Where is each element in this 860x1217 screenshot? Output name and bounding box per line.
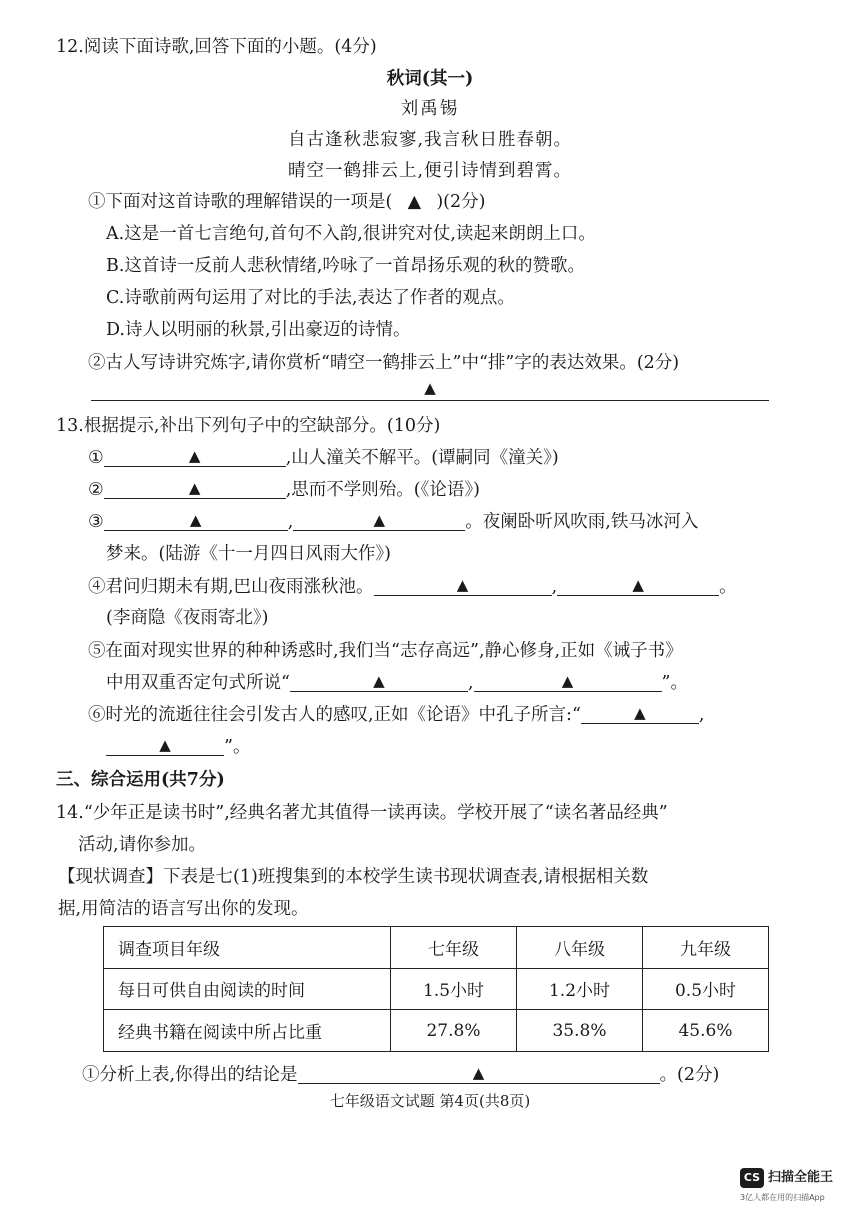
q13-item-3-cont: 梦来。(陆游《十一月四日风雨大作》) [106, 544, 391, 564]
fill-blank [290, 671, 468, 692]
answer-mark: ▲ [424, 379, 436, 397]
table-header-cell: 调查项目年级 [104, 927, 391, 969]
survey-intro-1: 【现状调查】下表是七(1)班搜集到的本校学生读书现状调查表,请根据相关数 [58, 867, 649, 887]
option-d: D.诗人以明丽的秋景,引出豪迈的诗情。 [106, 320, 411, 340]
q12-sub1-suffix: )(2分) [436, 192, 486, 212]
table-cell: 1.5小时 [391, 968, 517, 1010]
watermark-subtitle: 3亿人都在用的扫描App [740, 1193, 825, 1202]
option-a: A.这是一首七言绝句,首句不入韵,很讲究对仗,读起来朗朗上口。 [106, 224, 596, 244]
q13-heading: 13.根据提示,补出下列句子中的空缺部分。(10分) [56, 416, 441, 436]
punctuation: , [287, 512, 294, 532]
answer-mark: ▲ [373, 672, 385, 690]
fill-blank [104, 446, 286, 467]
q13-item-3 [88, 509, 698, 535]
option-c: C.诗歌前两句运用了对比的手法,表达了作者的观点。 [106, 288, 515, 308]
item-number: ③ [88, 512, 104, 532]
table-cell: 35.8% [517, 1010, 643, 1052]
answer-line [91, 378, 769, 401]
punctuation: ”。 [224, 737, 251, 757]
table-header-row [104, 927, 769, 969]
item-text: ,山人潼关不解平。(谭嗣同《潼关》) [285, 448, 559, 468]
watermark-name: 扫描全能王 [768, 1170, 834, 1185]
q13-item-4-cont: (李商隐《夜雨寄北》) [106, 608, 269, 628]
item-number: ① [88, 448, 104, 468]
answer-mark: ▲ [189, 511, 202, 529]
item-text: ①分析上表,你得出的结论是 [82, 1065, 298, 1085]
q13-item-5-cont [106, 670, 688, 696]
option-b: B.这首诗一反前人悲秋情绪,吟咏了一首昂扬乐观的秋的赞歌。 [106, 256, 585, 276]
q14-sub1 [82, 1062, 719, 1088]
answer-mark: ▲ [472, 1064, 485, 1082]
table-cell: 经典书籍在阅读中所占比重 [104, 1010, 391, 1052]
q13-item-4 [88, 574, 737, 600]
q14-line-1: 14.“少年正是读书时”,经典名著尤其值得一读再读。学校开展了“读名著品经典” [56, 803, 668, 823]
table-cell: 每日可供自由阅读的时间 [104, 968, 391, 1010]
table-header-cell: 七年级 [391, 927, 517, 969]
table-cell: 27.8% [391, 1010, 517, 1052]
table-cell: 45.6% [643, 1010, 769, 1052]
table-cell: 0.5小时 [643, 968, 769, 1010]
q13-item-6 [88, 702, 704, 728]
punctuation: , [467, 673, 474, 693]
fill-blank [106, 735, 224, 756]
answer-mark: ▲ [634, 704, 646, 722]
q13-item-6-cont [106, 734, 250, 760]
q14-line-2: 活动,请你参加。 [78, 835, 207, 855]
table-row [104, 1010, 769, 1052]
item-text: 。夜阑卧听风吹雨,铁马冰河入 [465, 512, 699, 532]
q13-item-1 [88, 445, 559, 471]
q12-sub1-prefix: ①下面对这首诗歌的理解错误的一项是( [88, 192, 393, 212]
table-header-cell: 八年级 [517, 927, 643, 969]
answer-mark: ▲ [188, 447, 201, 465]
poem-line-2: 晴空一鹤排云上,便引诗情到碧霄。 [287, 161, 573, 181]
item-text: 中用双重否定句式所说“ [106, 673, 290, 693]
fill-blank [581, 703, 699, 724]
punctuation: , [698, 705, 705, 725]
page-footer: 七年级语文试题 第4页(共8页) [329, 1092, 531, 1110]
survey-intro-2: 据,用简洁的语言写出你的发现。 [58, 899, 309, 919]
punctuation: 。 [719, 577, 737, 597]
item-text: 。(2分) [659, 1065, 720, 1085]
answer-mark: ▲ [561, 672, 574, 690]
fill-blank [104, 478, 286, 499]
answer-mark: ▲ [159, 736, 171, 754]
q12-sub1 [88, 189, 485, 215]
fill-blank [293, 510, 465, 531]
fill-blank [557, 575, 719, 596]
table-row [104, 968, 769, 1010]
table-header-cell: 九年级 [643, 927, 769, 969]
answer-mark: ▲ [456, 576, 469, 594]
item-text: ,思而不学则殆。(《论语》) [285, 480, 480, 500]
q12-heading: 12.阅读下面诗歌,回答下面的小题。(4分) [56, 37, 377, 57]
item-number: ② [88, 480, 104, 500]
fill-blank [374, 575, 552, 596]
poem-title: 秋词(其一) [386, 69, 474, 89]
poem-author: 刘禹锡 [400, 99, 460, 119]
survey-table [103, 926, 769, 1052]
item-text: ⑥时光的流逝往往会引发古人的感叹,正如《论语》中孔子所言:“ [88, 705, 581, 725]
section-heading: 三、综合运用(共7分) [56, 770, 225, 790]
q13-item-2 [88, 477, 480, 503]
answer-mark: ▲ [407, 192, 422, 212]
cs-logo-icon: CS [740, 1168, 764, 1188]
answer-mark: ▲ [373, 511, 386, 529]
poem-line-1: 自古逢秋悲寂寥,我言秋日胜春朝。 [287, 130, 573, 150]
punctuation: , [551, 577, 558, 597]
table-cell: 1.2小时 [517, 968, 643, 1010]
fill-blank [474, 671, 662, 692]
fill-blank [104, 510, 288, 531]
q13-item-5: ⑤在面对现实世界的种种诱惑时,我们当“志存高远”,静心修身,正如《诫子书》 [88, 641, 683, 661]
answer-mark: ▲ [632, 576, 644, 594]
scanner-watermark [740, 1166, 850, 1210]
item-text: ④君问归期未有期,巴山夜雨涨秋池。 [88, 577, 374, 597]
fill-blank [298, 1063, 660, 1084]
answer-mark: ▲ [188, 479, 201, 497]
q12-sub2: ②古人写诗讲究炼字,请你赏析“晴空一鹤排云上”中“排”字的表达效果。(2分) [88, 353, 680, 373]
punctuation: ”。 [661, 673, 688, 693]
